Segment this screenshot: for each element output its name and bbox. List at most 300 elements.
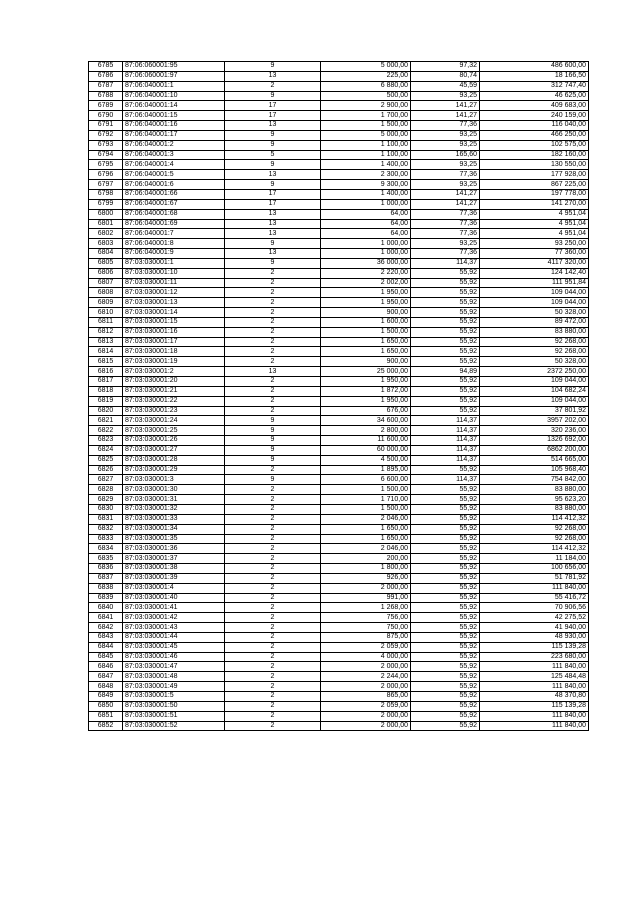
row-number-cell: 6840 [89,603,123,613]
table-row [89,416,589,426]
table-row [89,465,589,475]
specific-value-cell: 55,92 [411,495,480,505]
area-cell: 500,00 [321,91,411,101]
specific-value-cell: 45,59 [411,81,480,91]
cadastral-number-cell: 87:06:040001:4 [123,160,225,170]
table-row [89,337,589,347]
specific-value-cell: 55,92 [411,642,480,652]
cadastral-number-cell: 87:03:030001:29 [123,465,225,475]
table-row [89,396,589,406]
table-row [89,347,589,357]
table-row [89,91,589,101]
group-cell: 2 [225,268,321,278]
table-row [89,583,589,593]
row-number-cell: 6838 [89,583,123,593]
row-number-cell: 6835 [89,554,123,564]
group-cell: 2 [225,308,321,318]
group-cell: 13 [225,209,321,219]
group-cell: 2 [225,317,321,327]
group-cell: 2 [225,465,321,475]
cadastral-number-cell: 87:06:040001:14 [123,101,225,111]
cadastral-value-cell: 50 328,00 [480,308,589,318]
cadastral-number-cell: 87:03:030001:14 [123,308,225,318]
cadastral-value-cell: 95 623,20 [480,495,589,505]
row-number-cell: 6792 [89,130,123,140]
table-row [89,268,589,278]
cadastral-number-cell: 87:06:040001:15 [123,111,225,121]
group-cell: 2 [225,81,321,91]
area-cell: 1 950,00 [321,298,411,308]
group-cell: 2 [225,573,321,583]
cadastral-number-cell: 87:03:030001:25 [123,426,225,436]
group-cell: 9 [225,436,321,446]
row-number-cell: 6811 [89,317,123,327]
specific-value-cell: 55,92 [411,583,480,593]
cadastral-value-cell: 11 184,00 [480,554,589,564]
row-number-cell: 6800 [89,209,123,219]
group-cell: 2 [225,495,321,505]
group-cell: 13 [225,121,321,131]
area-cell: 1 268,00 [321,603,411,613]
table-row [89,327,589,337]
area-cell: 64,00 [321,209,411,219]
group-cell: 2 [225,504,321,514]
cadastral-number-cell: 87:03:030001:27 [123,445,225,455]
area-cell: 64,00 [321,219,411,229]
table-row [89,81,589,91]
specific-value-cell: 55,92 [411,396,480,406]
specific-value-cell: 114,37 [411,436,480,446]
row-number-cell: 6785 [89,62,123,72]
cadastral-number-cell: 87:03:030001:12 [123,288,225,298]
area-cell: 1 650,00 [321,524,411,534]
specific-value-cell: 55,92 [411,308,480,318]
row-number-cell: 6830 [89,504,123,514]
row-number-cell: 6844 [89,642,123,652]
row-number-cell: 6837 [89,573,123,583]
cadastral-value-cell: 105 968,40 [480,465,589,475]
cadastral-number-cell: 87:03:030001:39 [123,573,225,583]
table-row [89,711,589,721]
group-cell: 9 [225,475,321,485]
cadastral-number-cell: 87:03:030001:16 [123,327,225,337]
specific-value-cell: 55,92 [411,721,480,731]
cadastral-number-cell: 87:03:030001:24 [123,416,225,426]
area-cell: 750,00 [321,623,411,633]
cadastral-number-cell: 87:03:030001:44 [123,632,225,642]
cadastral-number-cell: 87:06:040001:10 [123,91,225,101]
cadastral-value-cell: 109 044,00 [480,288,589,298]
cadastral-value-cell: 4 951,04 [480,209,589,219]
area-cell: 25 000,00 [321,367,411,377]
row-number-cell: 6786 [89,71,123,81]
table-row [89,199,589,209]
cadastral-value-cell: 125 484,48 [480,672,589,682]
area-cell: 1 500,00 [321,327,411,337]
specific-value-cell: 55,92 [411,504,480,514]
cadastral-value-cell: 114 412,32 [480,514,589,524]
table-row [89,278,589,288]
cadastral-number-cell: 87:03:030001:42 [123,613,225,623]
cadastral-number-cell: 87:03:030001:50 [123,701,225,711]
specific-value-cell: 93,25 [411,140,480,150]
group-cell: 2 [225,672,321,682]
cadastral-value-cell: 111 840,00 [480,711,589,721]
specific-value-cell: 114,37 [411,426,480,436]
cadastral-value-cell: 320 236,00 [480,426,589,436]
cadastral-number-cell: 87:03:030001:32 [123,504,225,514]
cadastral-value-cell: 6862 200,00 [480,445,589,455]
table-row [89,130,589,140]
area-cell: 6 880,00 [321,81,411,91]
area-cell: 2 900,00 [321,101,411,111]
row-number-cell: 6799 [89,199,123,209]
row-number-cell: 6833 [89,534,123,544]
cadastral-value-table [88,61,589,731]
specific-value-cell: 55,92 [411,603,480,613]
cadastral-value-cell: 109 044,00 [480,377,589,387]
area-cell: 2 000,00 [321,682,411,692]
specific-value-cell: 55,92 [411,544,480,554]
specific-value-cell: 77,36 [411,209,480,219]
table-row [89,701,589,711]
area-cell: 2 059,00 [321,642,411,652]
cadastral-number-cell: 87:03:030001:19 [123,357,225,367]
row-number-cell: 6788 [89,91,123,101]
row-number-cell: 6797 [89,180,123,190]
area-cell: 1 000,00 [321,249,411,259]
specific-value-cell: 114,37 [411,475,480,485]
area-cell: 2 059,00 [321,701,411,711]
specific-value-cell: 80,74 [411,71,480,81]
cadastral-value-cell: 754 842,00 [480,475,589,485]
table-row [89,111,589,121]
cadastral-number-cell: 87:03:030001:20 [123,377,225,387]
area-cell: 2 800,00 [321,426,411,436]
specific-value-cell: 55,92 [411,593,480,603]
row-number-cell: 6815 [89,357,123,367]
area-cell: 64,00 [321,229,411,239]
specific-value-cell: 141,27 [411,111,480,121]
specific-value-cell: 93,25 [411,239,480,249]
table-row [89,357,589,367]
area-cell: 1 400,00 [321,160,411,170]
group-cell: 9 [225,130,321,140]
cadastral-number-cell: 87:03:030001:17 [123,337,225,347]
row-number-cell: 6808 [89,288,123,298]
cadastral-number-cell: 87:03:030001:45 [123,642,225,652]
table-row [89,229,589,239]
group-cell: 2 [225,583,321,593]
row-number-cell: 6787 [89,81,123,91]
group-cell: 2 [225,711,321,721]
specific-value-cell: 55,92 [411,524,480,534]
cadastral-number-cell: 87:03:030001:48 [123,672,225,682]
group-cell: 17 [225,189,321,199]
row-number-cell: 6812 [89,327,123,337]
cadastral-value-cell: 115 139,28 [480,701,589,711]
cadastral-value-cell: 109 044,00 [480,298,589,308]
area-cell: 900,00 [321,357,411,367]
table-row [89,554,589,564]
table-row [89,475,589,485]
cadastral-value-cell: 50 328,00 [480,357,589,367]
cadastral-value-cell: 223 680,00 [480,652,589,662]
table-row [89,593,589,603]
specific-value-cell: 55,92 [411,278,480,288]
specific-value-cell: 141,27 [411,189,480,199]
area-cell: 60 000,00 [321,445,411,455]
cadastral-number-cell: 87:03:030001:15 [123,317,225,327]
group-cell: 9 [225,445,321,455]
table-row [89,514,589,524]
cadastral-number-cell: 87:03:030001:51 [123,711,225,721]
cadastral-value-cell: 48 930,00 [480,632,589,642]
row-number-cell: 6825 [89,455,123,465]
table-row [89,150,589,160]
specific-value-cell: 55,92 [411,514,480,524]
row-number-cell: 6822 [89,426,123,436]
cadastral-number-cell: 87:03:030001:41 [123,603,225,613]
specific-value-cell: 55,92 [411,406,480,416]
row-number-cell: 6791 [89,121,123,131]
table-row [89,613,589,623]
cadastral-value-cell: 114 412,32 [480,544,589,554]
specific-value-cell: 165,60 [411,150,480,160]
group-cell: 13 [225,229,321,239]
cadastral-number-cell: 87:03:030001:3 [123,475,225,485]
area-cell: 2 046,00 [321,514,411,524]
cadastral-number-cell: 87:03:030001:26 [123,436,225,446]
cadastral-number-cell: 87:06:040001:16 [123,121,225,131]
row-number-cell: 6823 [89,436,123,446]
cadastral-number-cell: 87:03:030001:40 [123,593,225,603]
cadastral-value-cell: 466 250,00 [480,130,589,140]
cadastral-number-cell: 87:06:040001:9 [123,249,225,259]
cadastral-number-cell: 87:03:030001:28 [123,455,225,465]
row-number-cell: 6806 [89,268,123,278]
area-cell: 1 500,00 [321,485,411,495]
specific-value-cell: 55,92 [411,288,480,298]
table-row [89,377,589,387]
row-number-cell: 6817 [89,377,123,387]
group-cell: 9 [225,455,321,465]
cadastral-number-cell: 87:03:030001:30 [123,485,225,495]
specific-value-cell: 55,92 [411,386,480,396]
cadastral-value-cell: 130 550,00 [480,160,589,170]
table-row [89,426,589,436]
area-cell: 4 000,00 [321,652,411,662]
area-cell: 2 000,00 [321,662,411,672]
group-cell: 2 [225,534,321,544]
specific-value-cell: 93,25 [411,91,480,101]
table-row [89,544,589,554]
cadastral-number-cell: 87:06:040001:66 [123,189,225,199]
row-number-cell: 6831 [89,514,123,524]
table-row [89,573,589,583]
table-row [89,485,589,495]
group-cell: 2 [225,386,321,396]
group-cell: 2 [225,603,321,613]
group-cell: 2 [225,288,321,298]
specific-value-cell: 55,92 [411,711,480,721]
cadastral-value-cell: 104 682,24 [480,386,589,396]
cadastral-number-cell: 87:03:030001:37 [123,554,225,564]
area-cell: 5 000,00 [321,130,411,140]
group-cell: 2 [225,662,321,672]
cadastral-value-cell: 92 268,00 [480,347,589,357]
group-cell: 2 [225,327,321,337]
cadastral-value-cell: 48 370,80 [480,692,589,702]
table-row [89,71,589,81]
area-cell: 11 600,00 [321,436,411,446]
cadastral-value-cell: 486 600,00 [480,62,589,72]
area-cell: 2 300,00 [321,170,411,180]
row-number-cell: 6848 [89,682,123,692]
cadastral-value-cell: 37 801,92 [480,406,589,416]
area-cell: 1 700,00 [321,111,411,121]
area-cell: 5 000,00 [321,62,411,72]
table-row [89,524,589,534]
specific-value-cell: 55,92 [411,632,480,642]
group-cell: 9 [225,62,321,72]
cadastral-value-cell: 115 139,28 [480,642,589,652]
row-number-cell: 6849 [89,692,123,702]
cadastral-value-cell: 109 044,00 [480,396,589,406]
row-number-cell: 6846 [89,662,123,672]
area-cell: 1 000,00 [321,199,411,209]
area-cell: 2 244,00 [321,672,411,682]
table-row [89,101,589,111]
specific-value-cell: 55,92 [411,337,480,347]
group-cell: 17 [225,111,321,121]
cadastral-value-cell: 1326 692,00 [480,436,589,446]
cadastral-value-cell: 18 166,50 [480,71,589,81]
row-number-cell: 6829 [89,495,123,505]
group-cell: 2 [225,278,321,288]
table-row [89,367,589,377]
specific-value-cell: 93,25 [411,160,480,170]
area-cell: 34 600,00 [321,416,411,426]
cadastral-number-cell: 87:03:030001:38 [123,564,225,574]
row-number-cell: 6820 [89,406,123,416]
table-row [89,642,589,652]
group-cell: 13 [225,249,321,259]
specific-value-cell: 93,25 [411,130,480,140]
cadastral-value-cell: 197 778,00 [480,189,589,199]
area-cell: 1 950,00 [321,377,411,387]
row-number-cell: 6845 [89,652,123,662]
group-cell: 2 [225,593,321,603]
row-number-cell: 6852 [89,721,123,731]
row-number-cell: 6824 [89,445,123,455]
area-cell: 900,00 [321,308,411,318]
cadastral-number-cell: 87:06:040001:2 [123,140,225,150]
group-cell: 13 [225,367,321,377]
specific-value-cell: 55,92 [411,613,480,623]
cadastral-value-cell: 182 160,00 [480,150,589,160]
row-number-cell: 6818 [89,386,123,396]
area-cell: 1 950,00 [321,288,411,298]
group-cell: 13 [225,170,321,180]
cadastral-value-cell: 124 142,40 [480,268,589,278]
table-row [89,317,589,327]
row-number-cell: 6847 [89,672,123,682]
row-number-cell: 6790 [89,111,123,121]
cadastral-number-cell: 87:06:040001:68 [123,209,225,219]
cadastral-number-cell: 87:06:060001:95 [123,62,225,72]
cadastral-number-cell: 87:03:030001:36 [123,544,225,554]
specific-value-cell: 94,89 [411,367,480,377]
row-number-cell: 6795 [89,160,123,170]
row-number-cell: 6816 [89,367,123,377]
cadastral-number-cell: 87:03:030001:5 [123,692,225,702]
cadastral-number-cell: 87:06:060001:97 [123,71,225,81]
cadastral-value-cell: 83 880,00 [480,327,589,337]
cadastral-value-cell: 4 951,04 [480,229,589,239]
area-cell: 1 100,00 [321,150,411,160]
cadastral-number-cell: 87:03:030001:22 [123,396,225,406]
group-cell: 2 [225,613,321,623]
table-row [89,672,589,682]
group-cell: 2 [225,524,321,534]
table-row [89,189,589,199]
area-cell: 1 600,00 [321,317,411,327]
specific-value-cell: 55,92 [411,672,480,682]
cadastral-value-cell: 111 840,00 [480,682,589,692]
group-cell: 2 [225,337,321,347]
area-cell: 1 500,00 [321,504,411,514]
cadastral-number-cell: 87:06:040001:67 [123,199,225,209]
cadastral-value-cell: 3957 202,00 [480,416,589,426]
row-number-cell: 6813 [89,337,123,347]
table-row [89,258,589,268]
area-cell: 9 300,00 [321,180,411,190]
row-number-cell: 6828 [89,485,123,495]
cadastral-value-cell: 55 416,72 [480,593,589,603]
row-number-cell: 6804 [89,249,123,259]
specific-value-cell: 55,92 [411,564,480,574]
area-cell: 2 046,00 [321,544,411,554]
cadastral-value-cell: 77 360,00 [480,249,589,259]
area-cell: 1 650,00 [321,347,411,357]
cadastral-value-cell: 102 575,00 [480,140,589,150]
area-cell: 2 000,00 [321,721,411,731]
group-cell: 2 [225,485,321,495]
area-cell: 1 650,00 [321,534,411,544]
row-number-cell: 6789 [89,101,123,111]
table-row [89,455,589,465]
specific-value-cell: 55,92 [411,377,480,387]
specific-value-cell: 55,92 [411,347,480,357]
cadastral-number-cell: 87:03:030001:47 [123,662,225,672]
row-number-cell: 6836 [89,564,123,574]
row-number-cell: 6810 [89,308,123,318]
cadastral-number-cell: 87:03:030001:34 [123,524,225,534]
table-row [89,288,589,298]
group-cell: 2 [225,406,321,416]
area-cell: 1 500,00 [321,121,411,131]
row-number-cell: 6801 [89,219,123,229]
row-number-cell: 6794 [89,150,123,160]
cadastral-value-cell: 83 880,00 [480,504,589,514]
area-cell: 865,00 [321,692,411,702]
area-cell: 36 000,00 [321,258,411,268]
cadastral-value-cell: 116 040,00 [480,121,589,131]
table-row [89,445,589,455]
table-row [89,623,589,633]
specific-value-cell: 77,36 [411,249,480,259]
